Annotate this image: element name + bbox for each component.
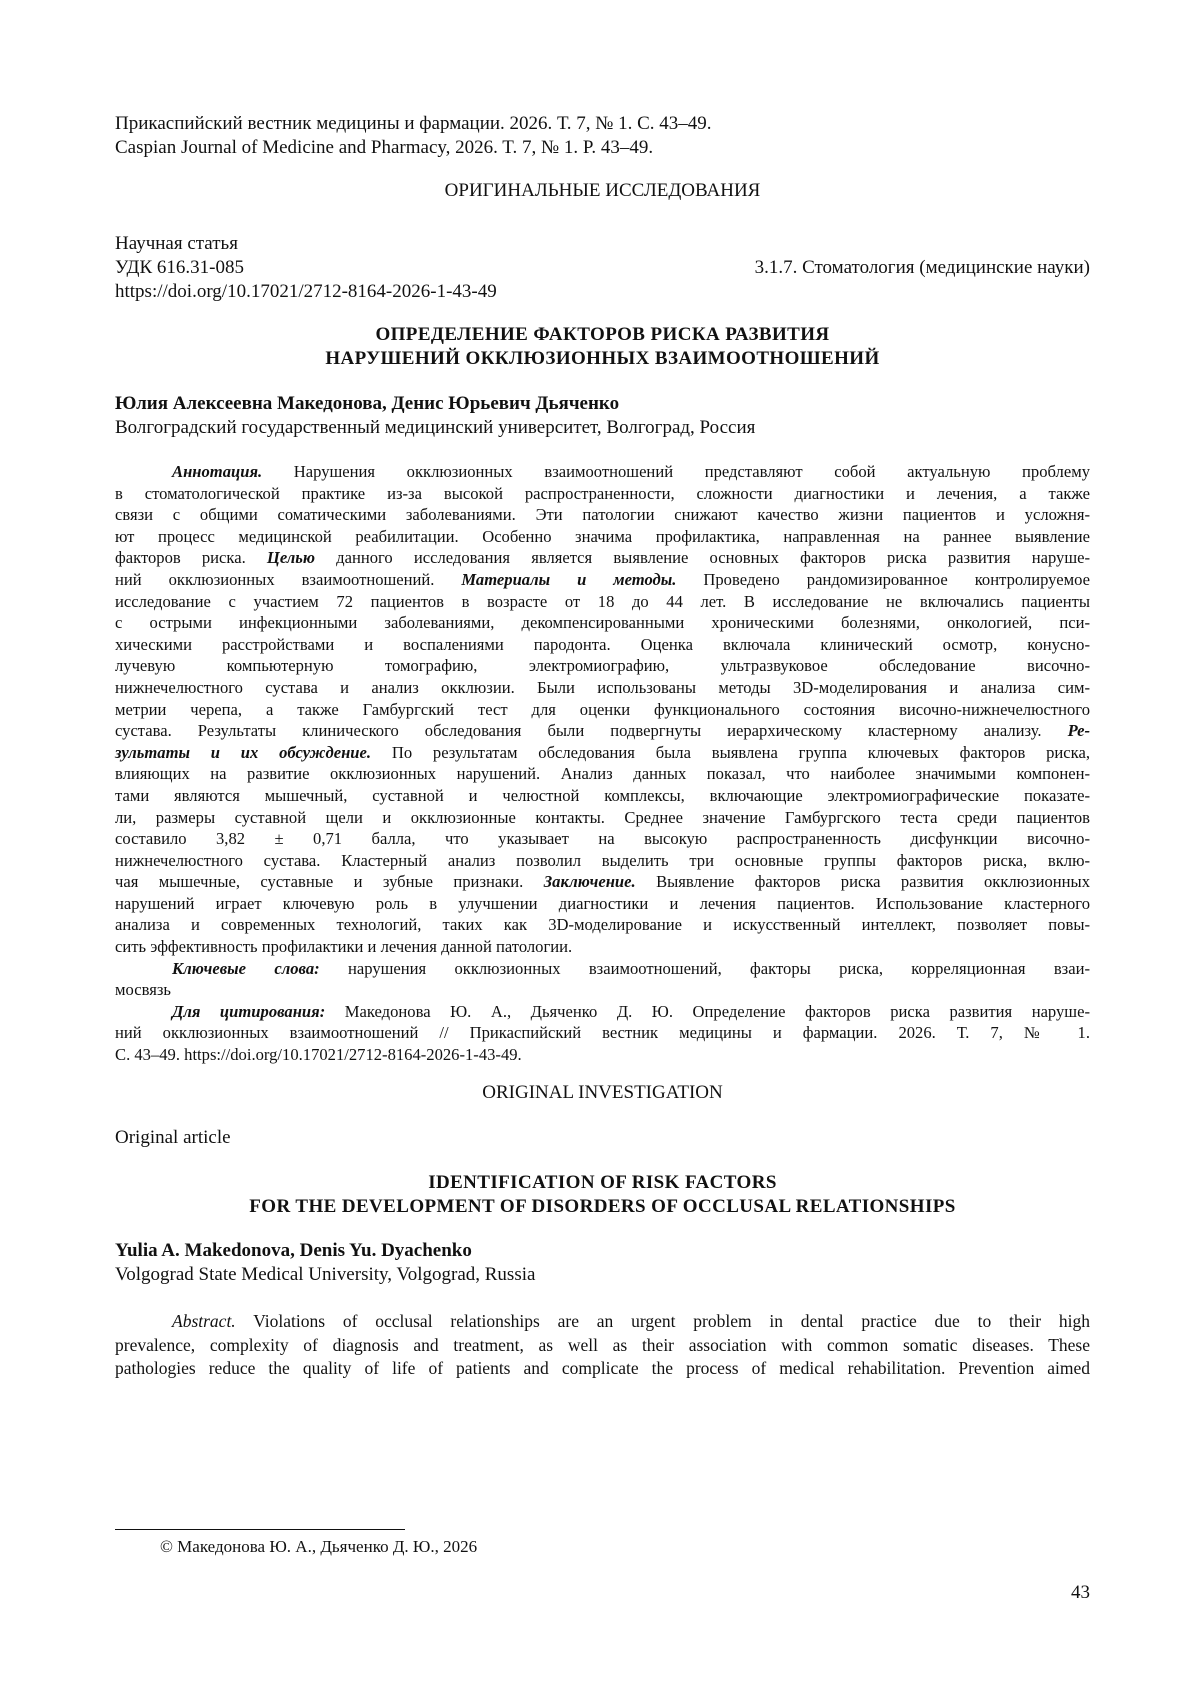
abstract-en-line: prevalence, complexity of diagnosis and treatment, as well as their association with common somatic diseases. These [115, 1334, 1090, 1355]
abstract-ru-line: связи с общими соматическими заболеваниями. Эти патологии снижают качество жизни пациентов и усложня- [115, 505, 1090, 525]
journal-header-ru: Прикаспийский вестник медицины и фармации. 2026. Т. 7, № 1. С. 43–49. [115, 113, 712, 134]
article-type-ru: Научная статья [115, 233, 238, 254]
annotation-label: Аннотация. [172, 462, 263, 481]
abstract-ru-line: ют процесс медицинской реабилитации. Особенно значима профилактика, направленная на раннее выявление [115, 526, 1090, 546]
abstract-ru-line: метрии черепа, а также Гамбургский тест для оценки функционального состояния височно-нижнечелюстного [115, 699, 1090, 719]
abstract-ru-line: чая мышечные, суставные и зубные признаки. Заключение. Выявление факторов риска развития окклюзионных [115, 872, 1090, 892]
citation-ru: Для цитирования: Македонова Ю. А., Дьяченко Д. Ю. Определение факторов риска развития наруше- [172, 1001, 1090, 1021]
abstract-ru-line: сить эффективность профилактики и лечения данной патологии. [115, 937, 573, 957]
abstract-ru-line: ли, размеры суставной щели и окклюзионные контакты. Среднее значение Гамбургского теста среди пациентов [115, 807, 1090, 827]
authors-ru: Юлия Алексеевна Македонова, Денис Юрьевич Дьяченко [115, 393, 620, 414]
keywords-label: Ключевые слова: [172, 958, 320, 978]
abstract-ru-line: влияющих на развитие окклюзионных нарушений. Анализ данных показал, что наиболее значимыми компонен- [115, 764, 1090, 784]
abstract-ru-line: тами являются мышечный, суставной и челюстной комплексы, включающие электромиографические показате- [115, 785, 1090, 805]
article-type-en: Original article [115, 1127, 231, 1148]
abstract-ru-line: зультаты и их обсуждение. По результатам обследования была выявлена группа ключевых факторов риска, [115, 742, 1090, 762]
journal-header-en: Caspian Journal of Medicine and Pharmacy, 2026. T. 7, № 1. P. 43–49. [115, 137, 654, 158]
abstract-ru [115, 461, 1090, 1066]
abstract-ru-line: составило 3,82 ± 0,71 балла, что указывает на высокую распространенность дисфункции височно- [115, 829, 1090, 849]
abstract-en-line: pathologies reduce the quality of life of patients and complicate the process of medical rehabilitation. Prevention aimed [115, 1358, 1090, 1378]
aim-label: Целью [266, 548, 315, 568]
citation-ru-line: С. 43–49. https://doi.org/10.17021/2712-8164-2026-1-43-49. [115, 1045, 522, 1065]
abstract-ru-line: нижнечелюстного сустава. Кластерный анализ позволил выделить три основные группы факторов риска, вклю- [115, 850, 1090, 870]
abstract-ru-line: в стоматологической практике из-за высокой распространенности, сложности диагностики и лечения, а также [115, 483, 1090, 503]
abstract-ru-line: лучевую компьютерную томографию, электромиографию, ультразвуковое обследование височно- [115, 656, 1090, 676]
abstract-ru-line: хическими расстройствами и воспалениями пародонта. Оценка включала клинический осмотр, конусно- [115, 634, 1090, 654]
citation-label: Для цитирования: [172, 1001, 326, 1021]
page-number: 43 [1071, 1582, 1090, 1603]
affiliation-en: Volgograd State Medical University, Volgograd, Russia [115, 1264, 536, 1285]
abstract-en-line: Abstract. Violations of occlusal relationships are an urgent problem in dental practice due to their high [172, 1311, 1091, 1331]
abstract-ru-line: Аннотация. Нарушения окклюзионных взаимоотношений представляют собой актуальную проблему [172, 462, 1090, 481]
copyright-footnote: © Македонова Ю. А., Дьяченко Д. Ю., 2026 [160, 1537, 478, 1556]
specialty: 3.1.7. Стоматология (медицинские науки) [754, 257, 1090, 278]
results-label: Ре- [1067, 721, 1090, 741]
udc-code: УДК 616.31-085 [115, 257, 244, 278]
title-en-line2: FOR THE DEVELOPMENT OF DISORDERS OF OCCLUSAL RELATIONSHIPS [249, 1196, 956, 1217]
abstract-ru-line: исследование с участием 72 пациентов в возрасте от 18 до 44 лет. В исследование не включались пациенты [115, 591, 1090, 611]
abstract-label: Abstract. [172, 1311, 236, 1331]
keywords-ru: Ключевые слова: нарушения окклюзионных взаимоотношений, факторы риска, корреляционная взаи- [172, 958, 1090, 978]
section-heading-en: ORIGINAL INVESTIGATION [482, 1082, 723, 1103]
abstract-ru-line: факторов риска. Целью данного исследования является выявление основных факторов риска развития наруше- [115, 548, 1090, 568]
abstract-ru-line: нарушений играет ключевую роль в улучшении диагностики и лечения пациентов. Использование кластерного [115, 893, 1090, 913]
authors-en: Yulia A. Makedonova, Denis Yu. Dyachenko [115, 1240, 472, 1261]
doi-link[interactable]: https://doi.org/10.17021/2712-8164-2026-1-43-49 [115, 281, 497, 302]
conclusion-label: Заключение. [543, 872, 636, 892]
title-ru-line2: НАРУШЕНИЙ ОККЛЮЗИОННЫХ ВЗАИМООТНОШЕНИЙ [325, 348, 880, 369]
title-en-line1: IDENTIFICATION OF RISK FACTORS [428, 1172, 777, 1193]
footnote-rule [115, 1529, 405, 1530]
methods-label: Материалы и методы. [461, 569, 677, 589]
citation-ru-line: ний окклюзионных взаимоотношений // Прикаспийский вестник медицины и фармации. 2026. Т. 7, № 1. [115, 1023, 1090, 1043]
abstract-en [115, 1310, 1090, 1381]
keywords-ru-cont: мосвязь [115, 980, 171, 1000]
abstract-ru-line: нижнечелюстного сустава и анализ окклюзии. Были использованы методы 3D-моделирования и анализа сим- [115, 677, 1090, 697]
abstract-ru-line: ний окклюзионных взаимоотношений. Материалы и методы. Проведено рандомизированное контролируемое [115, 569, 1090, 589]
section-heading-ru: ОРИГИНАЛЬНЫЕ ИССЛЕДОВАНИЯ [444, 180, 761, 201]
abstract-ru-line: сустава. Результаты клинического обследования были подвергнуты иерархическому кластерному анализу. Ре- [115, 721, 1090, 741]
affiliation-ru: Волгоградский государственный медицинский университет, Волгоград, Россия [115, 417, 756, 438]
abstract-ru-line: анализа и современных технологий, таких как 3D-моделирование и искусственный интеллект, позволяет повы- [115, 915, 1090, 935]
abstract-ru-line: с острыми инфекционными заболеваниями, декомпенсированными хроническими болезнями, онкологией, пси- [115, 613, 1090, 633]
title-ru-line1: ОПРЕДЕЛЕНИЕ ФАКТОРОВ РИСКА РАЗВИТИЯ [375, 324, 830, 345]
